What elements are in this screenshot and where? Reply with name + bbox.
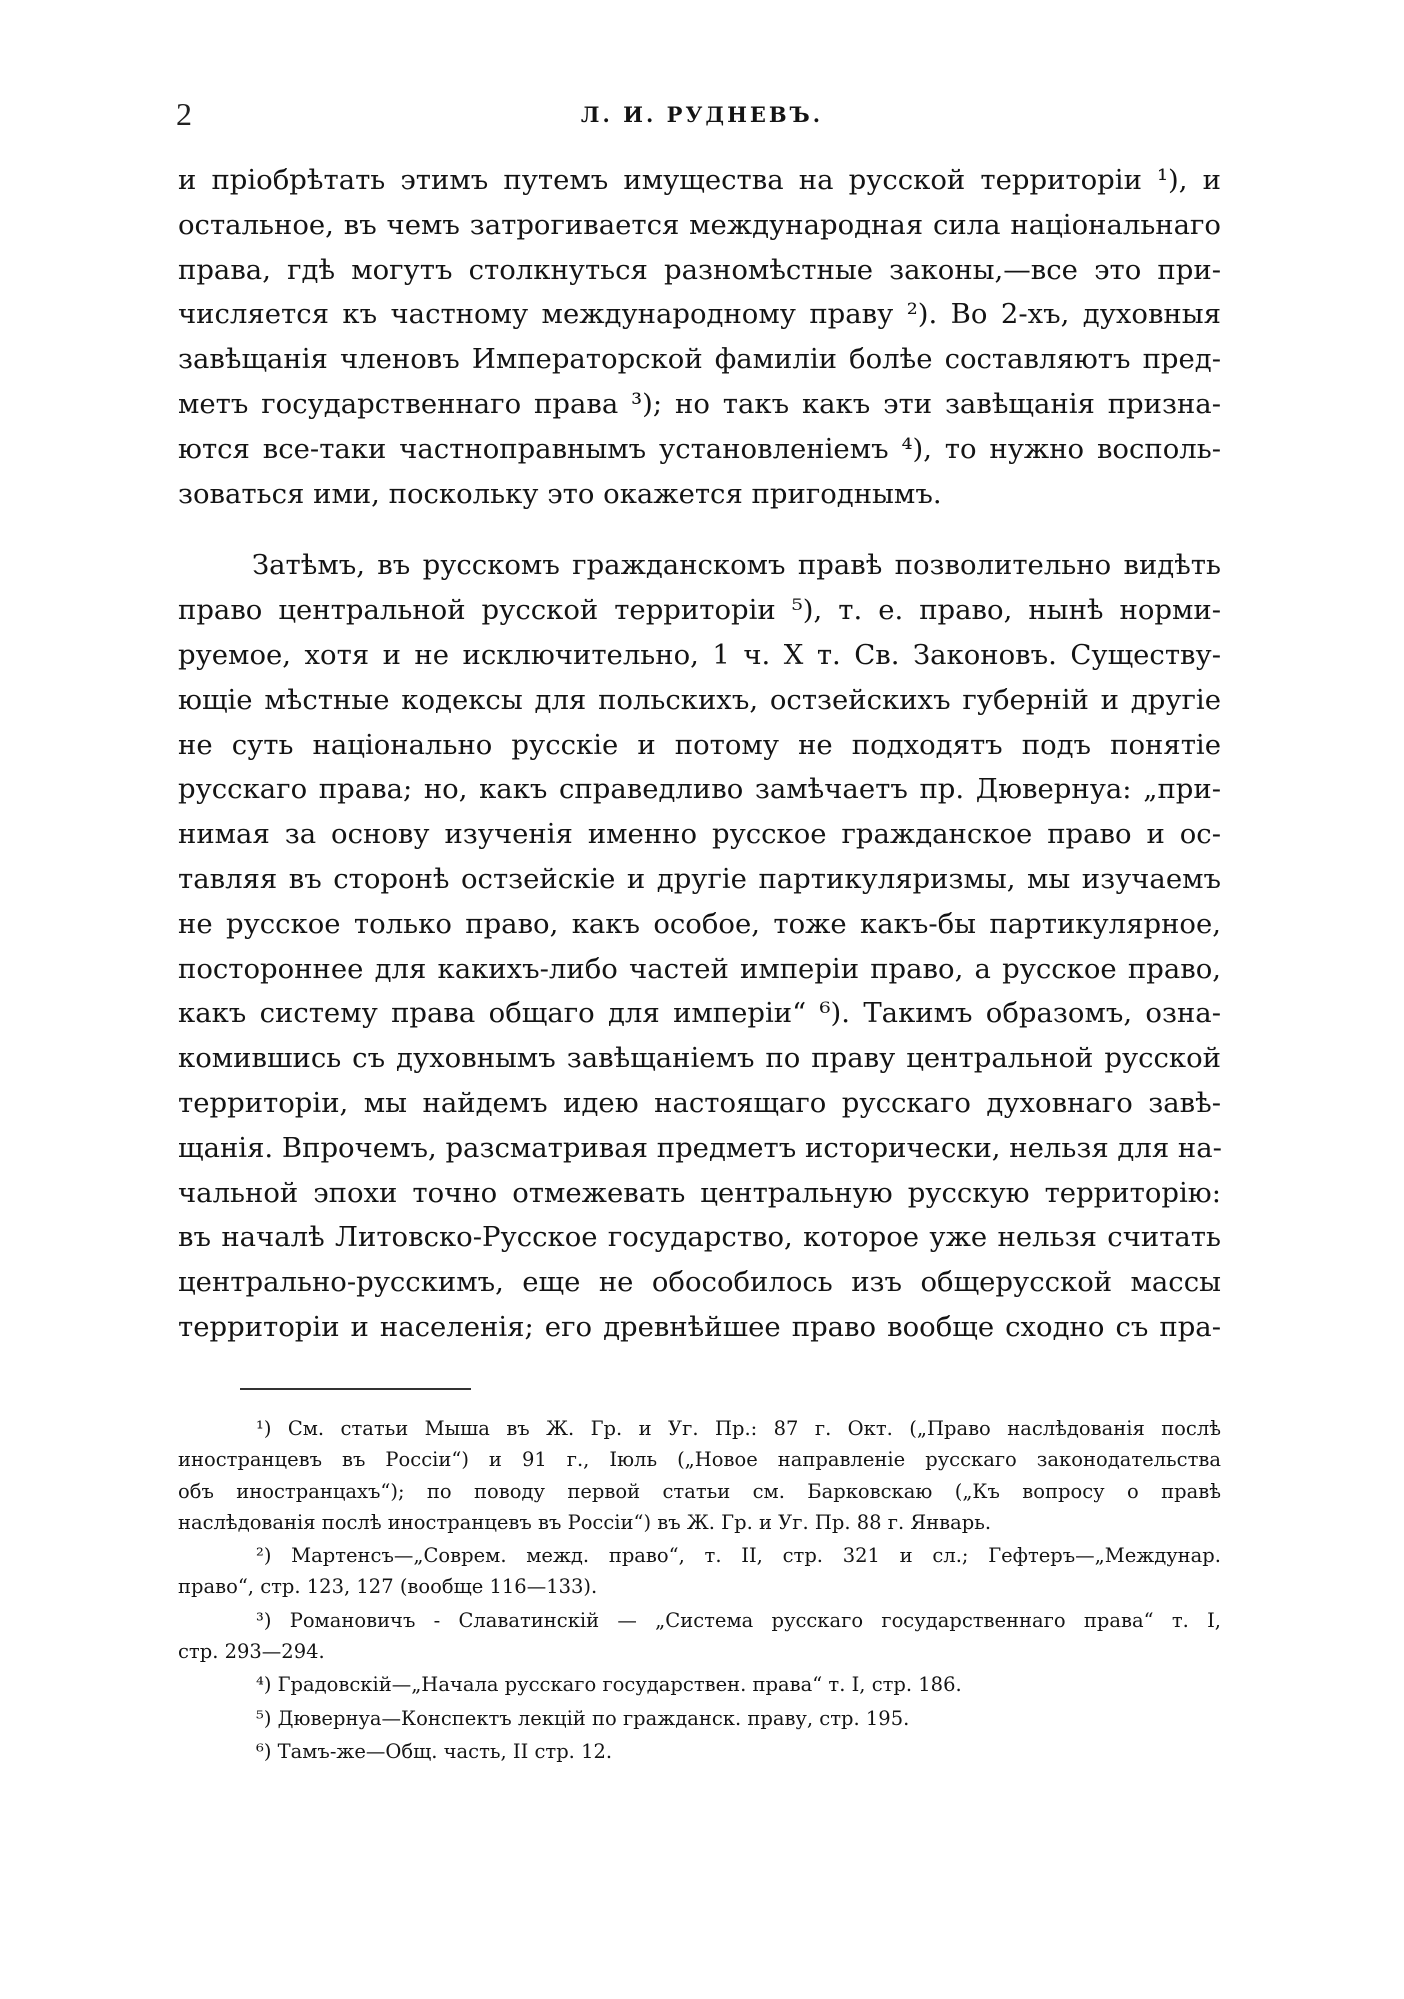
footnote-divider [240,1388,471,1390]
footnote-line: иностранцевъ въ Россіи“) и 91 г., Іюль („Новое направленіе русскаго законодательства [178,1448,1221,1472]
running-head-author: Л. И. РУДНЕВЪ. [580,102,824,127]
footnote-line: наслѣдованія послѣ иностранцевъ въ Россіи“) въ Ж. Гр. и Уг. Пр. 88 г. Январь. [178,1510,992,1534]
text-line: комившись съ духовнымъ завѣщаніемъ по праву центральной русской [178,1042,1221,1075]
text-line: руемое, хотя и не исключительно, 1 ч. X т. Св. Законовъ. Существу- [178,638,1221,671]
text-line: метъ государственнаго права ³); но такъ какъ эти завѣщанія призна- [178,387,1221,420]
footnote-line: объ иностранцахъ“); по поводу первой статьи см. Барковскаю („Къ вопросу о правѣ [178,1479,1221,1503]
text-line: Затѣмъ, въ русскомъ гражданскомъ правѣ позволительно видѣть [252,549,1221,582]
footnote-line: ³) Романовичъ - Славатинскій — „Система русскаго государственнаго права“ т. I, [256,1608,1221,1632]
text-line: нимая за основу изученія именно русское гражданское право и ос- [178,818,1221,851]
text-line: не суть національно русскіе и потому не подходятъ подъ понятіе [178,728,1221,761]
text-line: центрально-русскимъ, еще не обособилось изъ общерусской массы [178,1266,1221,1299]
main-text [178,158,1221,1350]
text-line: чальной эпохи точно отмежевать центральную русскую территорію: [178,1176,1221,1209]
footnote-line: ⁵) Дювернуа—Конспектъ лекцій по гражданск. праву, стр. 195. [256,1706,910,1730]
text-line: не русское только право, какъ особое, тоже какъ-бы партикулярное, [178,907,1221,940]
text-line: права, гдѣ могутъ столкнуться разномѣстные законы,—все это при- [178,253,1221,286]
text-line: остальное, въ чемъ затрогивается международная сила національнаго [178,208,1221,241]
text-line: тавляя въ сторонѣ остзейскіе и другіе партикуляризмы, мы изучаемъ [178,862,1221,895]
text-line: ющіе мѣстные кодексы для польскихъ, остзейскихъ губерній и другіе [178,683,1221,716]
text-line: въ началѣ Литовско-Русское государство, которое уже нельзя считать [178,1221,1221,1254]
page-header [0,96,1404,136]
footnote-line: ⁴) Градовскій—„Начала русскаго государствен. права“ т. I, стр. 186. [256,1673,962,1697]
footnote-line: ⁶) Тамъ-же—Общ. часть, II стр. 12. [256,1739,613,1763]
text-line: территоріи и населенія; его древнѣйшее право вообще сходно съ пра- [178,1310,1221,1343]
text-line: зоваться ими, поскольку это окажется пригоднымъ. [178,477,942,510]
text-line: постороннее для какихъ-либо частей имперіи право, а русское право, [178,952,1221,985]
footnote-line: стр. 293—294. [178,1640,325,1664]
footnote-line: ¹) См. статьи Мыша въ Ж. Гр. и Уг. Пр.: 87 г. Окт. („Право наслѣдованія послѣ [256,1417,1221,1440]
footnotes [178,1413,1221,1767]
footnote-line: право“, стр. 123, 127 (вообще 116—133). [178,1575,598,1599]
text-line: и пріобрѣтать этимъ путемъ имущества на русской территоріи ¹), и [178,164,1221,196]
text-line: числяется къ частному международному праву ²). Во 2-хъ, духовныя [178,298,1221,331]
text-line: ются все-таки частноправнымъ установленіемъ ⁴), то нужно восполь- [178,432,1221,465]
text-line: завѣщанія членовъ Императорской фамиліи болѣе составляютъ пред- [178,343,1221,376]
page-number: 2 [176,96,192,132]
text-line: русскаго права; но, какъ справедливо замѣчаетъ пр. Дювернуа: „при- [178,773,1221,806]
footnote-line: ²) Мартенсъ—„Соврем. межд. право“, т. II, стр. 321 и сл.; Гефтеръ—„Междунар. [256,1544,1221,1568]
text-line: щанія. Впрочемъ, разсматривая предметъ исторически, нельзя для на- [178,1131,1222,1164]
text-line: право центральной русской территоріи ⁵), т. е. право, нынѣ норми- [178,594,1221,627]
text-line: какъ систему права общаго для имперіи“ ⁶). Такимъ образомъ, озна- [178,997,1221,1030]
text-line: территоріи, мы найдемъ идею настоящаго русскаго духовнаго завѣ- [178,1086,1221,1119]
